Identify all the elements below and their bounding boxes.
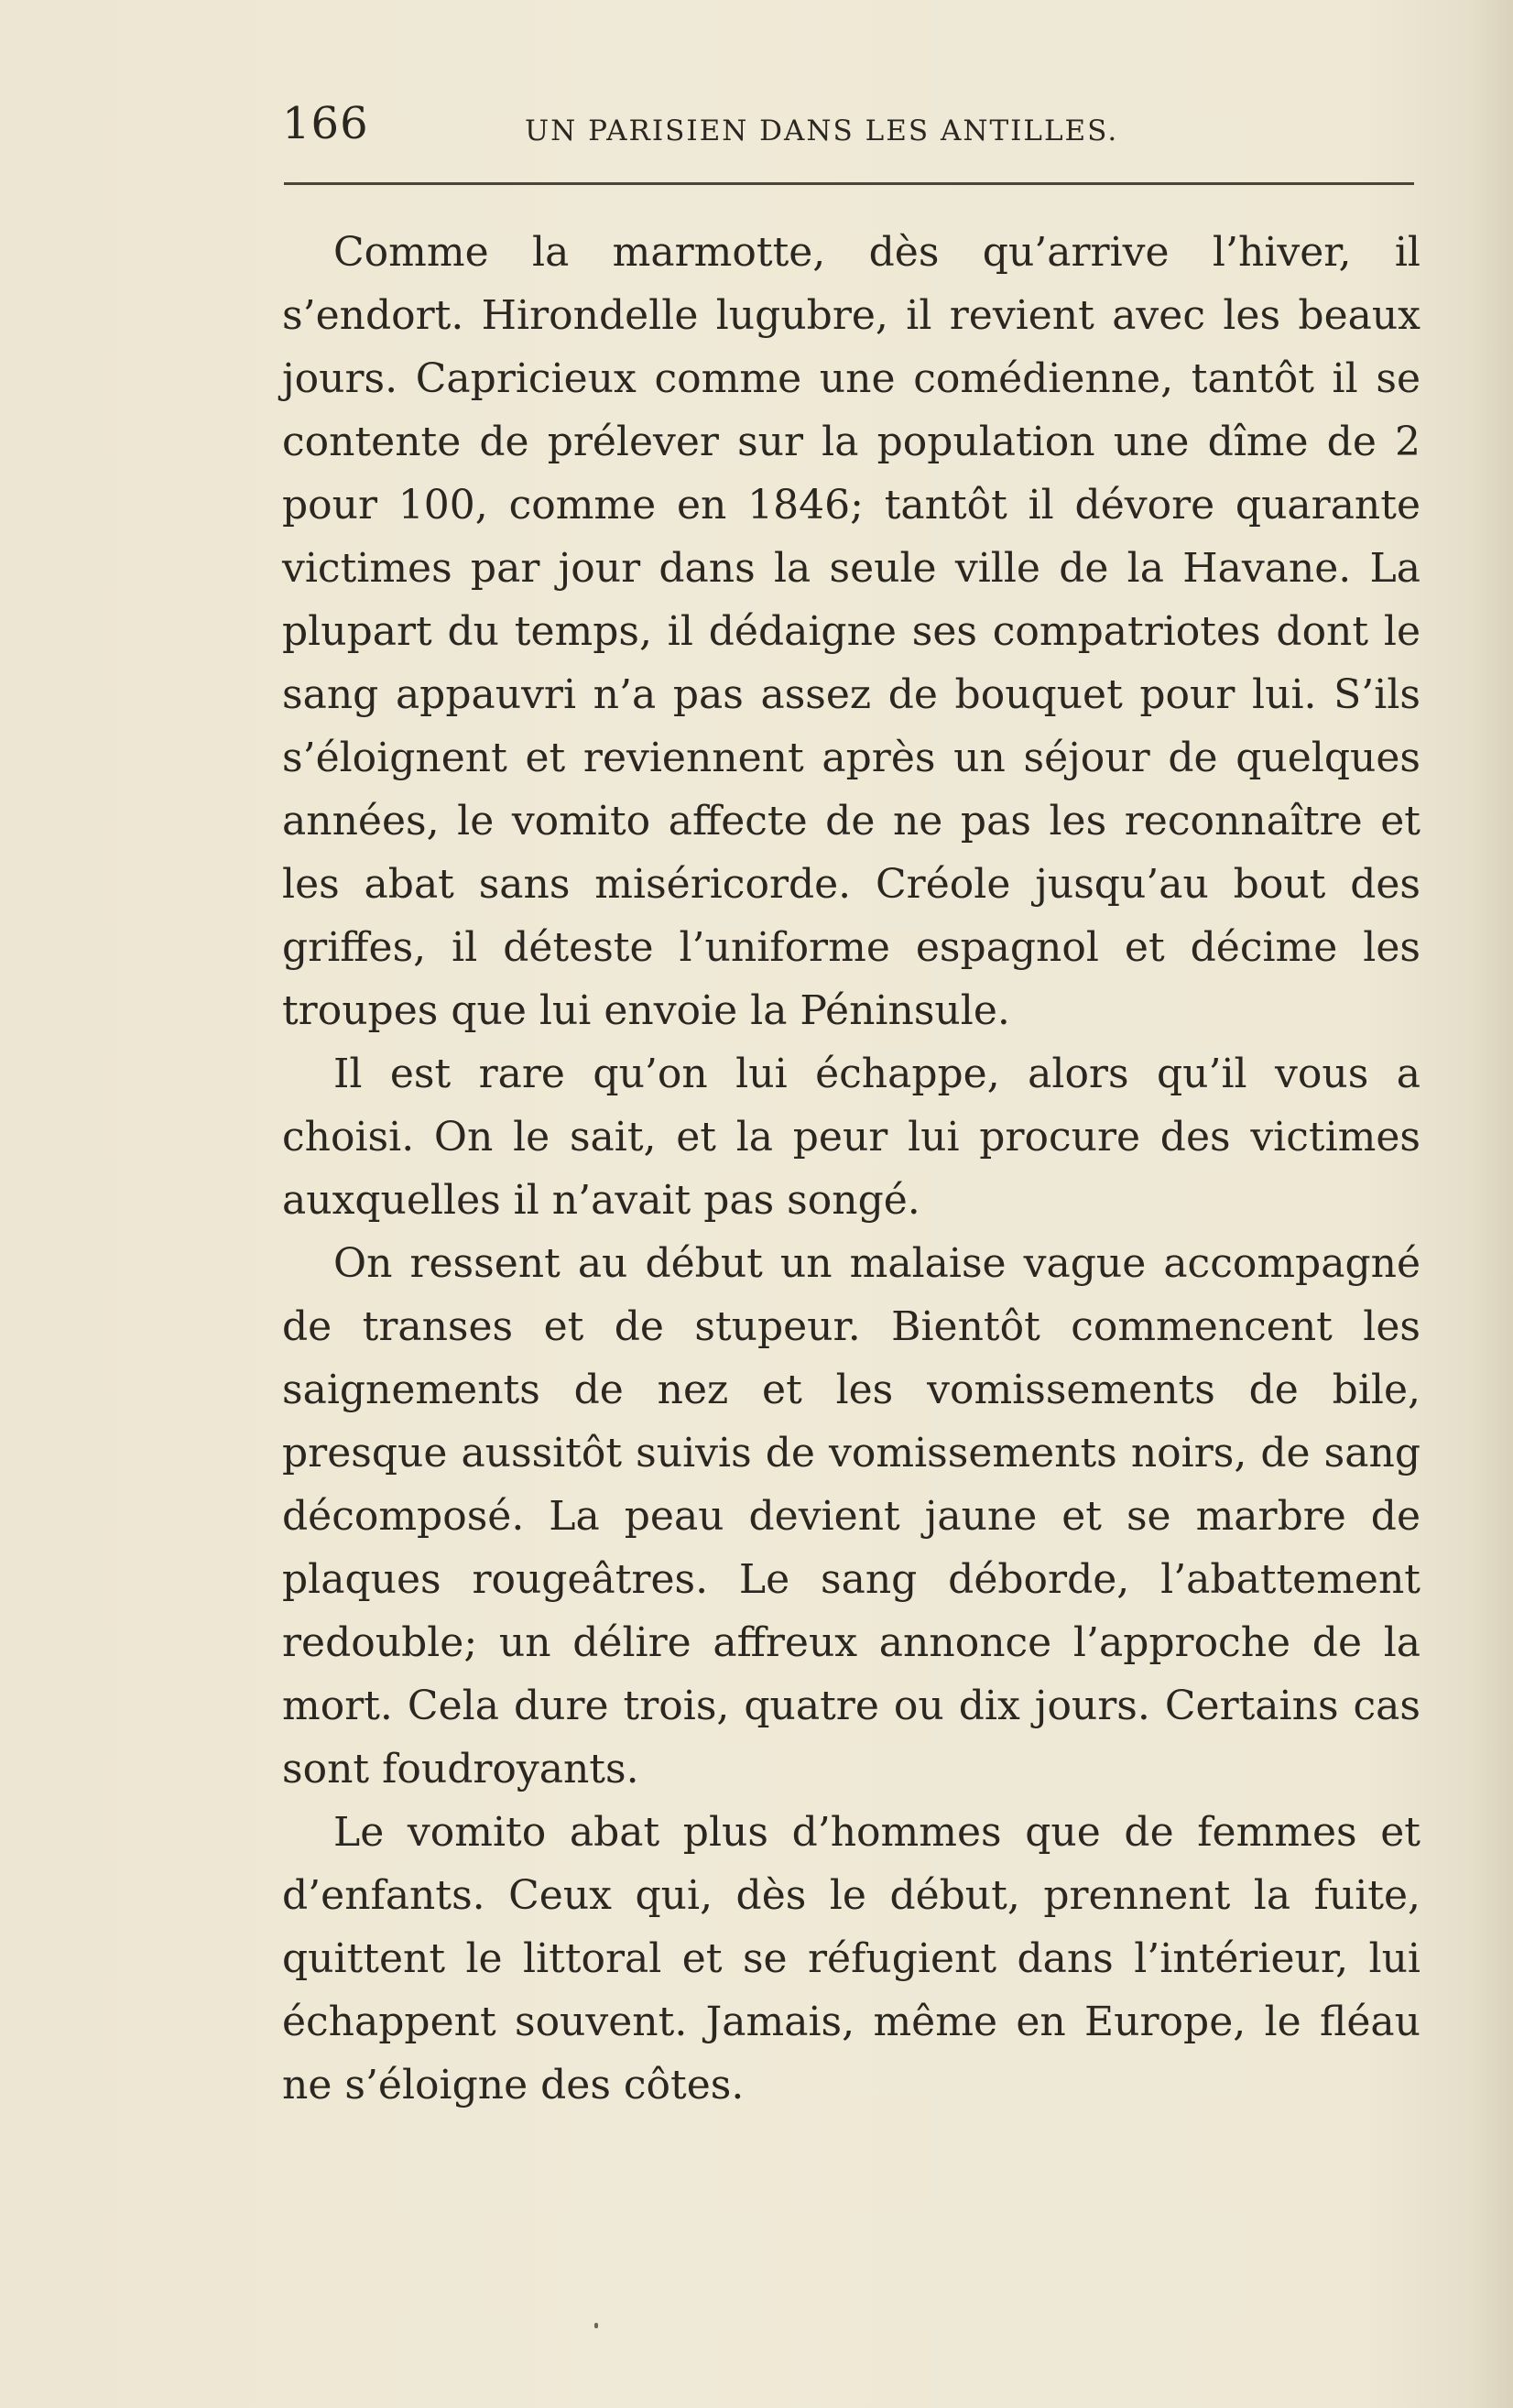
ink-speck bbox=[594, 2323, 598, 2328]
body-text bbox=[282, 221, 1420, 2117]
paragraph-2: Il est rare qu’on lui échappe, alors qu’il vous a choisi. On le sait, et la peur lui procure des victimes auxquelles il n’avait pas songé. bbox=[282, 1051, 1420, 1224]
page-number: 166 bbox=[282, 98, 369, 149]
paragraph-3: On ressent au début un malaise vague accompagné de transes et de stupeur. Bientôt commencent les saignements de nez et les vomissements de bile, presque aussitôt suivis de vomissements noirs, de sang décomposé. La peau devient jaune et se marbre de plaques rougeâtres. Le sang déborde, l’abattement redouble; un délire affreux annonce l’approche de la mort. Cela dure trois, quatre ou dix jours. Certains cas sont foudroyants. bbox=[282, 1240, 1420, 1792]
header-rule bbox=[284, 182, 1414, 185]
running-title: UN PARISIEN DANS LES ANTILLES. bbox=[525, 114, 1119, 147]
paragraph-4: Le vomito abat plus d’hommes que de femmes et d’enfants. Ceux qui, dès le début, prennent la fuite, quittent le littoral et se réfugient dans l’intérieur, lui échappent souvent. Jamais, même en Europe, le fléau ne s’éloigne des côtes. bbox=[282, 1809, 1420, 2108]
page-header bbox=[282, 92, 1416, 156]
paragraph-1: Comme la marmotte, dès qu’arrive l’hiver, il s’endort. Hirondelle lugubre, il revient avec les beaux jours. Capricieux comme une comédienne, tantôt il se contente de prélever sur la population une dîme de 2 pour 100, comme en 1846; tantôt il dévore quarante victimes par jour dans la seule ville de la Havane. La plupart du temps, il dédaigne ses compatriotes dont le sang appauvri n’a pas assez de bouquet pour lui. S’ils s’éloignent et reviennent après un séjour de quelques années, le vomito affecte de ne pas les reconnaître et les abat sans miséricorde. Créole jusqu’au bout des griffes, il déteste l’uniforme espagnol et décime les troupes que lui envoie la Péninsule. bbox=[282, 229, 1420, 1034]
